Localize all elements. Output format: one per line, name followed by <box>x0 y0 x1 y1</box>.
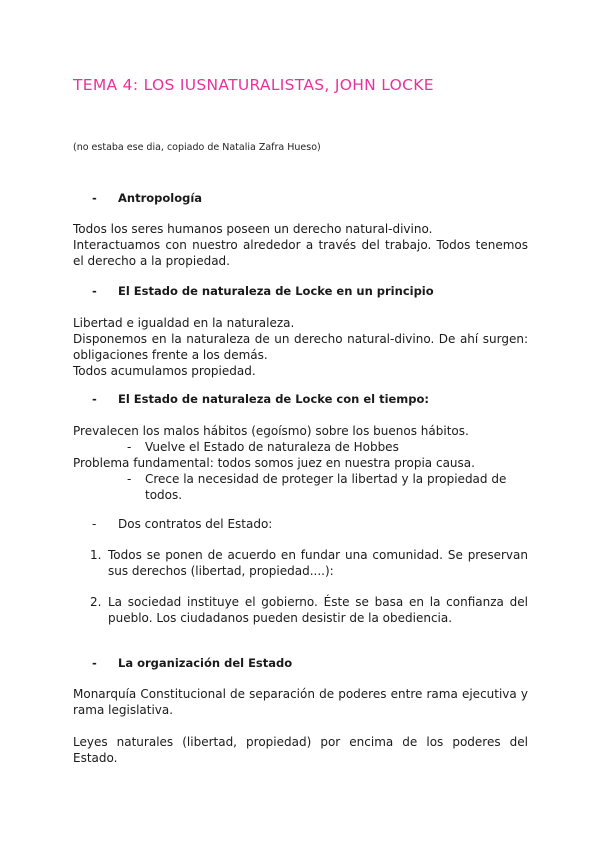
bullet-dash: - <box>127 440 132 454</box>
author-note: (no estaba ese dia, copiado de Natalia Zafra Hueso) <box>73 142 321 153</box>
page-title: TEMA 4: LOS IUSNATURALISTAS, JOHN LOCKE <box>73 76 434 94</box>
section-heading-contratos: - Dos contratos del Estado: <box>92 517 273 531</box>
bullet-dash: - <box>92 284 97 298</box>
estado-tiempo-p2: Problema fundamental: todos somos juez en nuestra propia causa. <box>73 456 475 470</box>
paragraph: Todos los seres humanos poseen un derecho natural-divino. <box>73 222 433 236</box>
bullet-dash: - <box>92 392 97 406</box>
contrato-item-2: 2. La sociedad instituye el gobierno. Éste se basa en la confianza del pueblo. Los ciudadanos pueden desistir de la obediencia. <box>90 595 528 625</box>
bullet-dash: - <box>92 517 97 531</box>
estado-principio-body <box>73 315 528 379</box>
bullet-dash: - <box>92 191 97 205</box>
organizacion-p2: Leyes naturales (libertad, propiedad) por encima de los poderes del Estado. <box>73 735 528 765</box>
section-heading-antropologia: - Antropología <box>92 191 203 205</box>
section-heading-organizacion: - La organización del Estado <box>92 656 293 670</box>
antropologia-body <box>73 221 528 269</box>
paragraph: Disponemos en la naturaleza de un derecho natural-divino. De ahí surgen: obligaciones frente a los demás. <box>73 332 528 362</box>
contrato-item-1: 1. Todos se ponen de acuerdo en fundar una comunidad. Se preservan sus derechos (libertad, propiedad....): <box>90 548 528 578</box>
paragraph: Libertad e igualdad en la naturaleza. <box>73 316 295 330</box>
sub-bullet-2: - Crece la necesidad de proteger la libertad y la propiedad de todos. <box>127 472 507 502</box>
section-heading-estado-principio: - El Estado de naturaleza de Locke en un principio <box>92 284 434 298</box>
bullet-dash: - <box>92 656 97 670</box>
section-heading-estado-tiempo: - El Estado de naturaleza de Locke con el tiempo: <box>92 392 430 406</box>
estado-tiempo-p1: Prevalecen los malos hábitos (egoísmo) sobre los buenos hábitos. <box>73 424 469 438</box>
organizacion-p1: Monarquía Constitucional de separación de poderes entre rama ejecutiva y rama legislativa. <box>73 687 528 717</box>
paragraph: Interactuamos con nuestro alrededor a través del trabajo. Todos tenemos el derecho a la propiedad. <box>73 238 528 268</box>
sub-bullet-1: - Vuelve el Estado de naturaleza de Hobbes <box>127 440 399 454</box>
paragraph: Todos acumulamos propiedad. <box>73 364 256 378</box>
bullet-dash: - <box>127 472 132 486</box>
